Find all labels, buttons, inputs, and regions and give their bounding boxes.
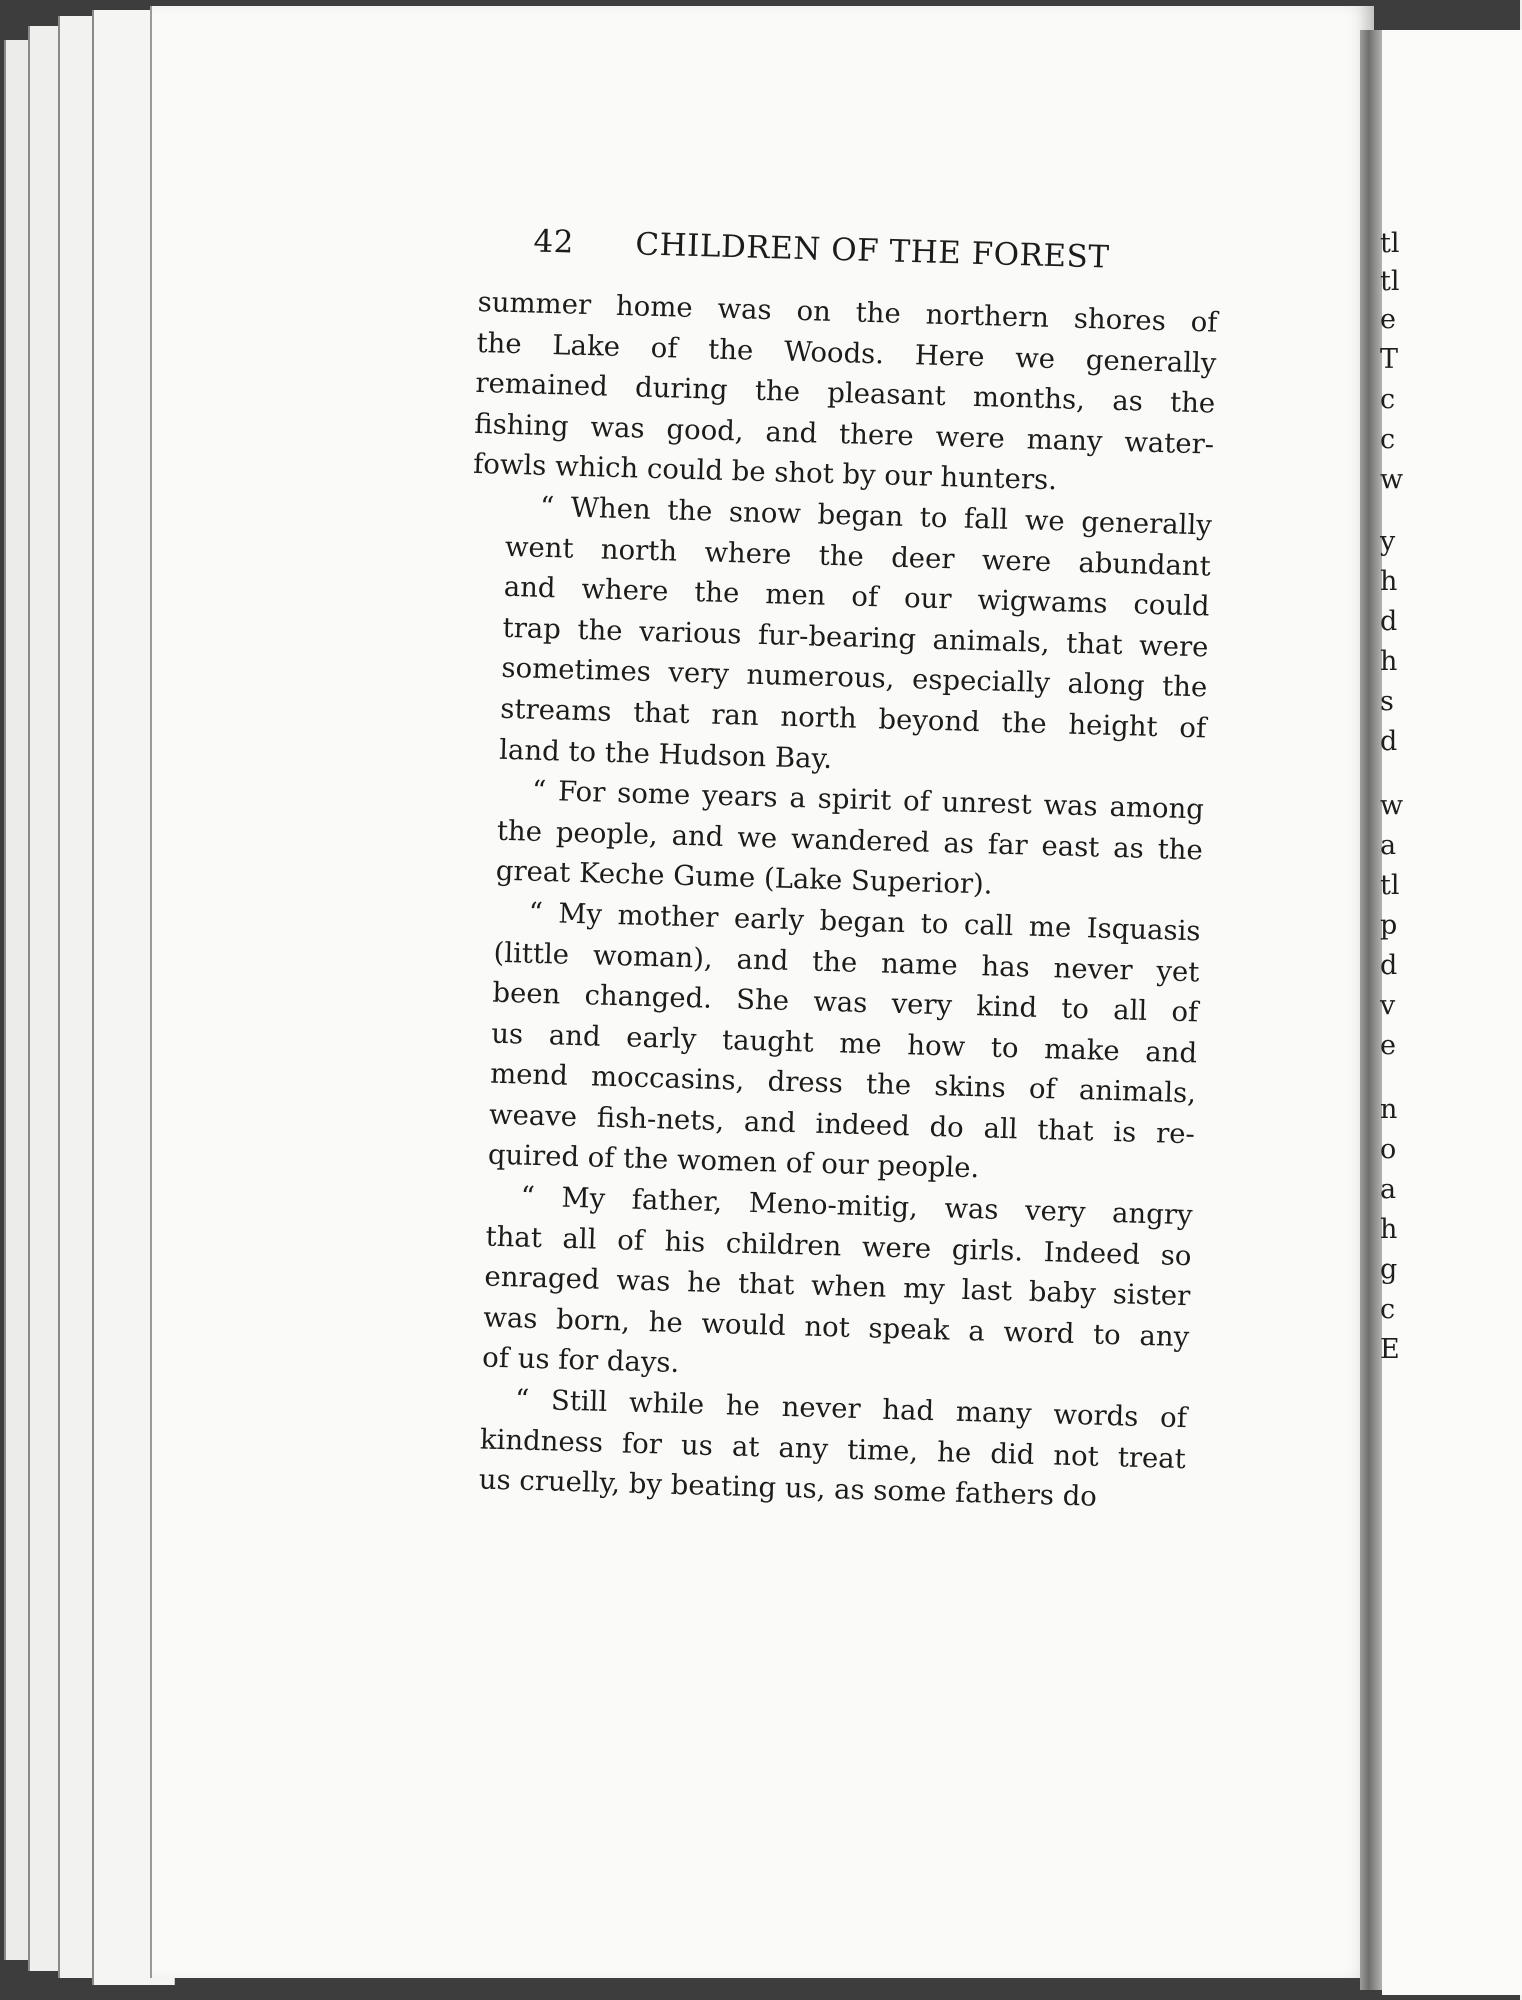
facing-page-fragment: w [1380,790,1404,821]
text-line: us and early taught me how to make and [490,1017,1198,1070]
facing-page-fragment: d [1380,950,1398,981]
text-line: “ Still while he never had many words of [514,1383,1188,1435]
facing-page-fragment: d [1380,606,1398,637]
facing-page-fragment: e [1380,1030,1396,1061]
paragraph [473,282,1218,506]
facing-page-fragment: s [1380,686,1394,717]
text-line: streams that ran north beyond the height of [499,692,1207,745]
facing-page-fragment: h [1380,1214,1398,1245]
text-line: of us for days. [481,1341,680,1380]
facing-page-fragment: o [1380,1134,1397,1165]
text-line: enraged was he that when my last baby sister [484,1260,1191,1313]
text-line: fowls which could be shot by our hunters. [472,448,1058,497]
page-text-block [444,222,1219,1520]
text-line: weave fish-nets, and indeed do all that is re- [488,1098,1196,1151]
book-gutter [1360,30,1382,1990]
text-line: was born, he would not speak a word to any [482,1301,1190,1354]
text-line: remained during the pleasant months, as the [475,367,1216,420]
facing-page-fragment: v [1380,990,1396,1021]
text-line: “ For some years a spirit of unrest was among [531,774,1205,826]
facing-page-fragment: d [1380,726,1398,757]
paragraph [444,1378,1187,1520]
facing-page-fragment: c [1380,424,1396,455]
facing-page-fragment: g [1380,1254,1398,1285]
text-line: summer home was on the northern shores of [477,285,1218,339]
facing-page-fragment: w [1380,464,1404,495]
text-line: fishing was good, and there were many water- [473,407,1215,461]
facing-page-fragment: e [1380,304,1396,335]
facing-page-fragment: T [1380,344,1399,375]
facing-page-fragment: h [1380,566,1398,597]
facing-page-fragment: c [1380,384,1396,415]
text-line: “ My father, Meno-mitig, was very angry [520,1180,1193,1232]
facing-page-fragment: c [1380,1294,1396,1325]
text-line: been changed. She was very kind to all of [492,976,1199,1029]
facing-page-fragment: tl [1380,266,1400,297]
paragraph [465,485,1213,790]
paragraph [448,1175,1193,1399]
text-line: trap the various fur-bearing animals, that were [502,611,1209,664]
text-line: “ When the snow began to fall we generally [539,490,1213,542]
facing-page-fragment: a [1380,1174,1397,1205]
text-line: mend moccasins, dress the skins of animals, [489,1057,1197,1110]
running-head-title: CHILDREN OF THE FOREST [634,226,1110,276]
text-line: “ My mother early began to call me Isquasis [528,896,1201,948]
facing-page-fragment: p [1380,910,1398,941]
text-line: that all of his children were girls. Indeed so [485,1220,1192,1272]
text-line: us cruelly, by beating us, as some fathers do [478,1463,1098,1513]
paragraph [461,769,1204,911]
body-text [444,282,1218,1520]
text-line: the people, and we wandered as far east as the [496,814,1204,867]
text-line: kindness for us at any time, he did not treat [479,1423,1187,1475]
facing-page-fragment: a [1380,830,1397,861]
facing-page-fragment: y [1380,526,1396,557]
text-line: great Keche Gume (Lake Superior). [495,855,993,901]
text-line: (little woman), and the name has never yet [493,936,1200,988]
right-page [1382,30,1522,1995]
facing-page-fragment: n [1380,1094,1398,1125]
text-line: went north where the deer were abundant [504,530,1212,583]
page-number: 42 [532,223,575,261]
paragraph [453,891,1201,1196]
facing-page-fragment: h [1380,646,1398,677]
text-line: quired of the women of our people. [487,1139,980,1185]
text-line: sometimes very numerous, especially along the [501,652,1208,704]
facing-page-fragment: tl [1380,870,1400,901]
text-line: and where the men of our wigwams could [503,570,1210,623]
text-line: land to the Hudson Bay. [498,733,833,775]
facing-page-fragment: E [1380,1334,1400,1365]
text-line: the Lake of the Woods. Here we generally [476,326,1217,380]
facing-page-fragment: tl [1380,228,1400,259]
